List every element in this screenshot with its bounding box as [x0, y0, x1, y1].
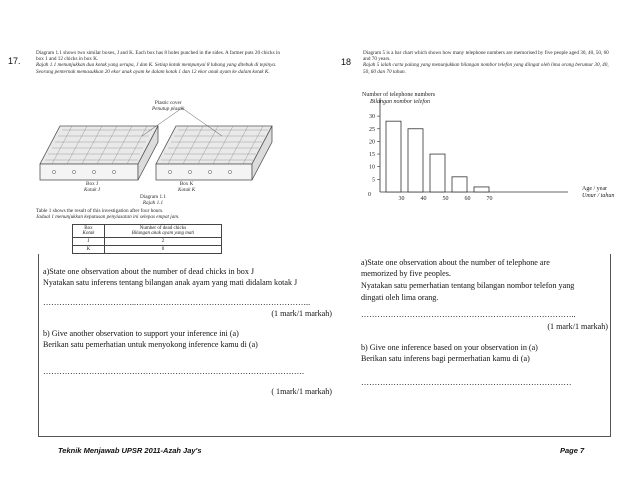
- table-cell-box: J: [73, 238, 105, 246]
- diagram-box-k: [156, 126, 272, 180]
- table-row: [73, 246, 222, 254]
- q18-intro-en: Diagram 5 is a bar chart which shows how many telephone numbers are memorised by five people aged 30, 40, 50, 60 and 70 years.: [363, 50, 609, 63]
- table-intro-en: Table 1 shows the result of this investigation after four hours.: [36, 208, 164, 214]
- table-row: [73, 238, 222, 246]
- diagram-caption-ms: Rajah 1.1: [142, 200, 164, 207]
- telephone-bar-chart: [350, 88, 620, 218]
- right-margin-line: [610, 254, 611, 437]
- q18a-marks: (1 mark/1 markah): [547, 322, 608, 331]
- box-k-label: [178, 181, 195, 193]
- box-j-ms: Kotak J: [84, 187, 100, 194]
- plastic-cover-label: [152, 100, 184, 112]
- table-intro-ms: Jadual 1 menunjukkan keputusan penyiasatan ini selepas empat jam.: [36, 214, 180, 221]
- q17-intro-ms: Rajah 1.1 menunjukkan dua kotak yang serupa, J dan K. Setiap kotak mempunyai 8 lubang yang ditebuk di tepinya. Seorang penternak memasukkan 20 ekor anak ayam ke dalam kotak 1 dan 12 ekor anak ayam ke dalam kotak K.: [36, 62, 277, 75]
- diagram-box-j: [40, 126, 158, 180]
- diagram-caption: [140, 194, 166, 206]
- table-header-box: Box Kotak: [73, 225, 105, 238]
- q17b-question-ms: Berikan satu pemerhatian untuk menyokong inference kamu di (a): [43, 340, 258, 349]
- q17-scan-intro: [36, 50, 286, 75]
- q17a-question-ms: Nyatakan satu inferens tentang bilangan anak ayam yang mati didalam kotak J: [43, 278, 298, 287]
- q17b-question-en: b) Give another observation to support your inference ini (a): [43, 329, 239, 338]
- chart-x-tick-label: 50: [442, 196, 449, 202]
- q17a-question-en: a)State one observation about the number of dead chicks in box J: [43, 267, 255, 276]
- table-intro: [36, 208, 286, 220]
- footer-rule: [38, 436, 611, 437]
- q18a-answer-line[interactable]: ……………………………………………………………………..: [361, 310, 576, 319]
- chart-x-tick-label: 60: [464, 196, 471, 202]
- question-18-number: 18: [341, 57, 352, 67]
- q18a-question-ms-2: dingati oleh lima orang.: [361, 293, 439, 302]
- chart-bar: [408, 129, 423, 192]
- chart-bar: [430, 154, 445, 192]
- table-header-dead: Number of dead chicks Bilangan anak ayam yang mati: [104, 225, 221, 238]
- box-k-ms: Kotak K: [178, 187, 196, 194]
- chart-y-tick-label: 5: [372, 177, 375, 184]
- plastic-cover-ms: Penutup plastik: [152, 106, 185, 113]
- chart-y-tick-label: 10: [369, 164, 375, 171]
- chart-bar: [452, 177, 467, 192]
- q18a-question-en-2: memorized by five peoples.: [361, 269, 451, 278]
- chart-y-tick-label: 20: [369, 139, 375, 146]
- q17b-answer-line[interactable]: …………………………………………………………………………………….: [43, 367, 305, 376]
- chart-x-tick-label: 40: [420, 196, 427, 202]
- footer-page-number: Page 7: [560, 446, 585, 455]
- table-cell-dead: 0: [104, 246, 221, 254]
- chart-xlabel: Age / year: [582, 186, 607, 192]
- q17a-answer-line[interactable]: ……………………………..………………………………………………………..: [43, 298, 311, 307]
- chart-bar: [474, 187, 489, 192]
- dead-chicks-table: [72, 224, 222, 254]
- chart-x-tick-label: 70: [486, 196, 493, 202]
- chart-ylabel: Number of telephone numbers: [362, 92, 436, 98]
- question-17-number: 17.: [8, 56, 21, 66]
- q17-intro-en: Diagram 1.1 shows two similar boxes, J and K. Each box has 8 holes punched in the sides. A farmer puts 20 chicks in box 1 and 12 chicks in box K.: [36, 50, 280, 63]
- q18b-answer-line[interactable]: ……………………………………………………………………: [361, 378, 572, 387]
- box-j-en: Box J: [86, 181, 98, 187]
- q18-intro-ms: Rajah 5 ialah carta palang yang menunjukkan bilangan nombor telefon yang diingat oleh lima orang berumur 30, 40, 50, 60 dan 70 tahun.: [363, 62, 609, 75]
- chart-origin-label: 0: [368, 192, 371, 198]
- box-j-label: [84, 181, 100, 193]
- chart-y-tick-label: 30: [369, 114, 375, 121]
- q18a-question-en: a)State one observation about the number of telephone are: [361, 258, 550, 267]
- chart-ylabel-ms: Bilangan nombor telefon: [370, 99, 430, 105]
- footer-title: Teknik Menjawab UPSR 2011-Azah Jay's: [58, 446, 202, 455]
- left-margin-line: [38, 254, 39, 437]
- chart-xlabel-ms: Umur / tahun: [582, 193, 615, 199]
- q18b-question-en: b) Give one inference based on your observation in (a): [361, 343, 538, 352]
- q17b-marks: ( 1mark/1 markah): [271, 387, 332, 396]
- chart-bar: [386, 121, 401, 192]
- chart-x-tick-label: 30: [398, 196, 405, 202]
- table-cell-box: K: [73, 246, 105, 254]
- table-header-row: [73, 225, 222, 238]
- plastic-cover-en: Plastic cover: [154, 100, 182, 106]
- q17a-marks: (1 mark/1 markah): [271, 309, 332, 318]
- diagram-caption-en: Diagram 1.1: [140, 194, 166, 200]
- q18b-question-ms: Berikan satu inferens bagi permerhatian kamu di (a): [361, 354, 530, 363]
- q18-scan-intro: [363, 50, 611, 75]
- q18a-question-ms: Nyatakan satu pemerhatian tentang bilangan nombor telefon yang: [361, 281, 575, 290]
- box-k-en: Box K: [179, 181, 194, 187]
- chart-y-tick-label: 25: [369, 126, 375, 133]
- table-cell-dead: 2: [104, 238, 221, 246]
- chart-y-tick-label: 15: [369, 152, 375, 159]
